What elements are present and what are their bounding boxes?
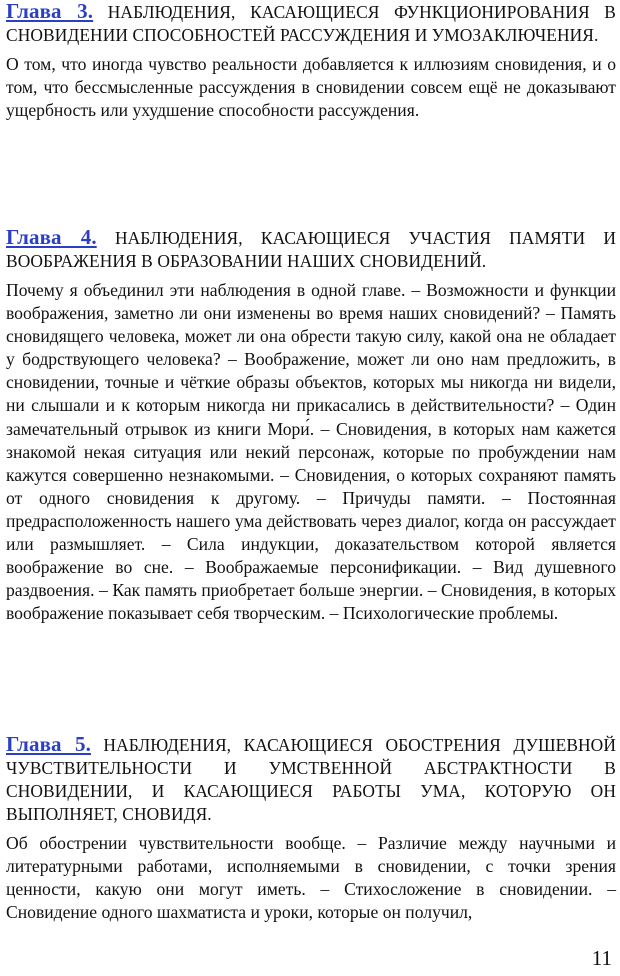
chapter-5-heading (6, 733, 616, 826)
chapter-4-heading (6, 226, 616, 273)
chapter-4-section (6, 226, 616, 625)
chapter-3-label[interactable]: Глава 3. (6, 0, 94, 23)
chapter-3-title: НАБЛЮДЕНИЯ, КАСАЮЩИЕСЯ ФУНКЦИОНИРОВАНИЯ В СНОВИДЕНИИ СПОСОБНОСТЕЙ РАССУЖДЕНИЯ И УМОЗАКЛЮЧЕНИЯ. (6, 2, 616, 45)
chapter-3-heading (6, 0, 616, 47)
chapter-5-label[interactable]: Глава 5. (6, 732, 91, 756)
page-number: 11 (591, 946, 612, 970)
chapter-5-summary: Об обострении чувствительности вообще. – Различие между научными и литературными работами, исполняемыми в сновидении, с точки зрения ценности, какую они могут иметь. – Стихосложение в сновидении. – Сновидение одного шахматиста и уроки, которые он получил, (6, 833, 616, 923)
chapter-5-title: НАБЛЮДЕНИЯ, КАСАЮЩИЕСЯ ОБОСТРЕНИЯ ДУШЕВНОЙ ЧУВСТВИТЕЛЬНОСТИ И УМСТВЕННОЙ АБСТРАКТНОСТИ В СНОВИДЕНИИ, И КАСАЮЩИЕСЯ РАБОТЫ УМА, КОТОРУЮ ОН ВЫПОЛНЯЕТ, СНОВИДЯ. (6, 735, 616, 824)
chapter-4-summary: Почему я объединил эти наблюдения в одной главе. – Возможности и функции воображения, заметно ли они изменены во время наших сновидений? – Память сновидящего человека, может ли она обрести такую силу, какой она не обладает у бодрствующего человека? – Воображение, может ли оно нам предложить, в сновидении, точные и чёткие образы объектов, которых мы никогда ни видели, ни слышали и к которым никогда ни прикасались в действительности? – Один замечательный отрывок из книги Мори́. – Сновидения, в которых нам кажется знакомой некая ситуация или некий персонаж, которые по пробуждении нам кажутся совершенно незнакомыми. – Сновидения, о которых сохраняют память от одного сновидения к другому. – Причуды памяти. – Постоянная предрасположенность нашего ума действовать через диалог, когда он рассуждает или размышляет. – Сила индукции, доказательством которой является воображение во сне. – Воображаемые персонификации. – Вид душевного раздвоения. – Как память приобретает больше энергии. – Сновидения, в которых воображение показывает себя творческим. – Психологические проблемы. (6, 280, 616, 624)
chapter-3-section (6, 0, 616, 122)
chapter-4-title: НАБЛЮДЕНИЯ, КАСАЮЩИЕСЯ УЧАСТИЯ ПАМЯТИ И ВООБРАЖЕНИЯ В ОБРАЗОВАНИИ НАШИХ СНОВИДЕНИЙ. (6, 228, 617, 271)
chapter-3-summary: О том, что иногда чувство реальности добавляется к иллюзиям сновидения, и о том, что бессмысленные рассуждения в сновидении совсем ещё не доказывают ущербность или ухудшение способности рассуждения. (6, 54, 616, 121)
document-page (6, 0, 616, 976)
chapter-5-section (6, 733, 616, 924)
chapter-4-label[interactable]: Глава 4. (6, 225, 97, 249)
